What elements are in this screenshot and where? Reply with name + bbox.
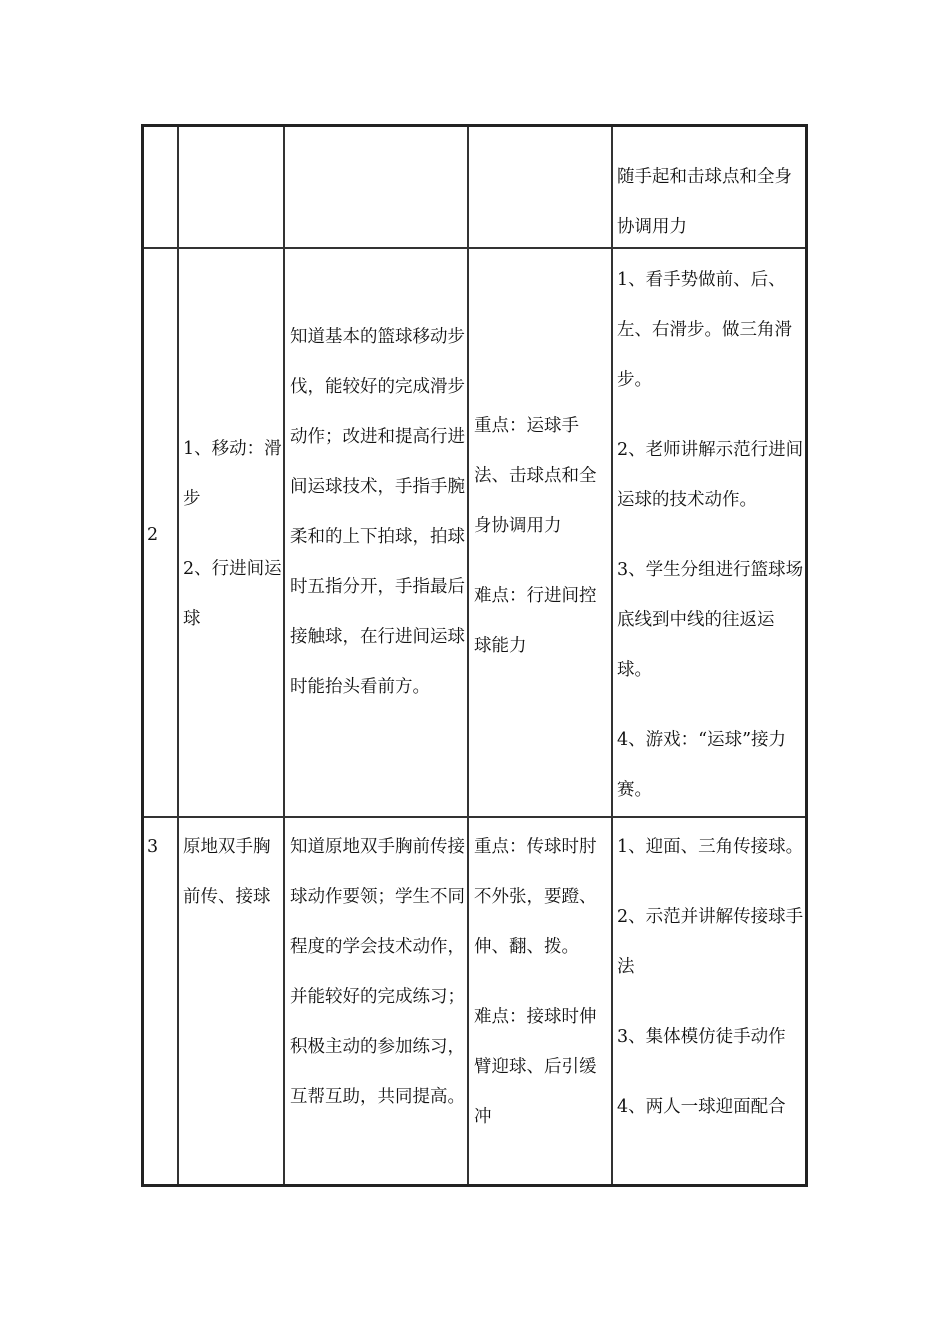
keypoint-text: 重点：运球手法、击球点和全身协调用力 [474, 416, 597, 536]
method-text: 1、迎面、三角传接球。 [617, 837, 804, 857]
content-text: 原地双手胸前传、接球 [183, 837, 271, 907]
row-divider [144, 816, 805, 818]
row3-keypoints-cell [471, 822, 611, 1142]
keypoint-text: 难点：接球时伸臂迎球、后引缓冲 [474, 1007, 597, 1127]
method-text: 4、游戏：“运球”接力赛。 [617, 730, 787, 800]
content-text: 1、移动：滑步 [183, 439, 282, 509]
method-text: 2、示范并讲解传接球手法 [617, 907, 804, 977]
keypoint-text: 难点：行进间控球能力 [474, 586, 597, 656]
column-divider [467, 127, 469, 1184]
row-number: 2 [147, 525, 159, 545]
row2-goals-cell [287, 312, 467, 712]
lesson-plan-table [141, 124, 808, 1187]
method-text: 3、集体模仿徒手动作 [617, 1027, 786, 1047]
row-number: 3 [147, 837, 159, 857]
column-divider [283, 127, 285, 1184]
content-text: 2、行进间运球 [183, 559, 282, 629]
method-text: 1、看手势做前、后、左、右滑步。做三角滑步。 [617, 270, 792, 390]
goals-text: 知道原地双手胸前传接球动作要领；学生不同程度的学会技术动作，并能较好的完成练习；积极主动的参加练习，互帮互助，共同提高。 [290, 837, 465, 1107]
row3-methods-cell [614, 822, 808, 1132]
row3-goals-cell [287, 822, 467, 1122]
row2-number-cell [144, 510, 177, 560]
column-divider [177, 127, 179, 1184]
keypoint-text: 重点：传球时肘不外张，要蹬、伸、翻、拨。 [474, 837, 597, 957]
method-text: 3、学生分组进行篮球场底线到中线的往返运球。 [617, 560, 804, 680]
method-text: 2、老师讲解示范行进间运球的技术动作。 [617, 440, 804, 510]
row3-number-cell [144, 822, 177, 872]
row1-methods-cell [614, 152, 808, 252]
row2-keypoints-cell [471, 401, 611, 671]
column-divider [611, 127, 613, 1184]
method-text: 4、两人一球迎面配合 [617, 1097, 786, 1117]
method-text: 随手起和击球点和全身协调用力 [617, 167, 792, 237]
row3-content-cell [180, 822, 282, 922]
row2-content-cell [180, 424, 282, 644]
row2-methods-cell [614, 255, 808, 815]
goals-text: 知道基本的篮球移动步伐，能较好的完成滑步动作；改进和提高行进间运球技术，手指手腕柔和的上下拍球，拍球时五指分开，手指最后接触球，在行进间运球时能抬头看前方。 [290, 327, 465, 697]
